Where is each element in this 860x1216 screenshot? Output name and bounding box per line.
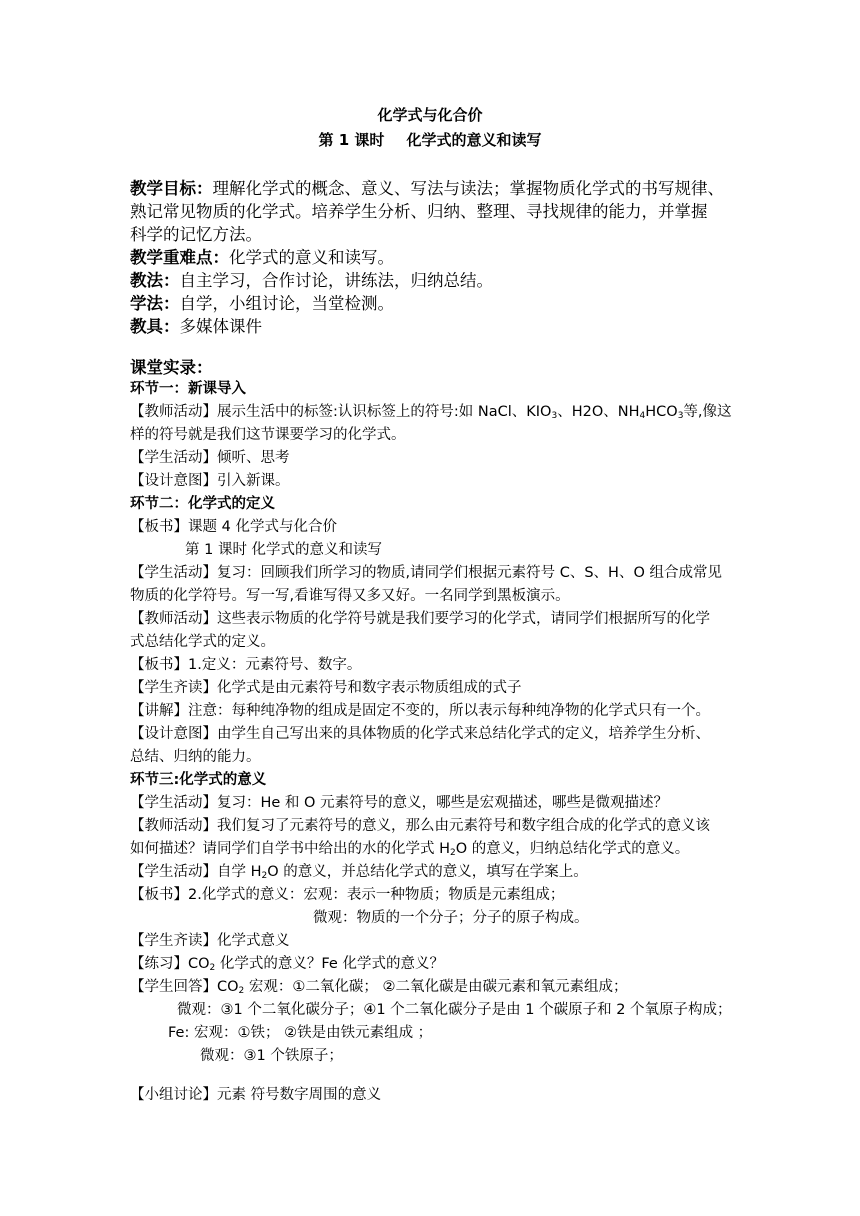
key-line <box>130 244 394 268</box>
s3-line-5: 【板书】2.化学式的意义：宏观：表示一种物质；物质是元素组成； <box>130 887 565 903</box>
s3-line-7: 【学生齐读】化学式意义 <box>130 933 290 949</box>
s3-line-6: 微观：物质的一个分子；分子的原子构成。 <box>313 910 589 926</box>
s3-line-12: 微观：③1 个铁原子； <box>200 1048 343 1064</box>
s1-sub-2: 4 <box>639 411 646 421</box>
s3-line-13: 【小组讨论】元素 符号数字周围的意义 <box>130 1087 382 1103</box>
s3-l9-text-a: 【学生回答】CO <box>130 979 239 995</box>
s3-line-2: 【教师活动】我们复习了元素符号的意义，那么由元素符号和数字组合成的化学式的意义该 <box>130 818 710 834</box>
s2-line-4: 物质的化学符号。写一写,看谁写得又多又好。一名同学到黑板演示。 <box>130 588 570 604</box>
teach-text: 自主学习，合作讨论，讲练法，归纳总结。 <box>179 271 493 290</box>
s3-l8-text-b: 化学式的意义？Fe 化学式的意义？ <box>215 956 444 972</box>
s3-l4-text-b: O 的意义，并总结化学式的意义，填写在学案上。 <box>267 864 588 880</box>
teach-label: 教法： <box>130 271 180 290</box>
s2-line-9: 【讲解】注意：每种纯净物的组成是固定不变的，所以表示每种纯净物的化学式只有一个。 <box>130 703 710 719</box>
s3-l4-text-a: 【学生活动】自学 H <box>130 864 262 880</box>
s3-l9-sub: 2 <box>238 986 245 996</box>
s3-l8-sub: 2 <box>209 963 216 973</box>
goal-line-1 <box>130 175 724 199</box>
s2-line-6: 式总结化学式的定义。 <box>130 634 275 650</box>
section-3-title: 环节三:化学式的意义 <box>130 772 267 788</box>
s1-text-a: 【教师活动】展示生活中的标签:认识标签上的符号:如 NaCl、KIO <box>130 404 552 420</box>
s3-line-1: 【学生活动】复习：He 和 O 元素符号的意义，哪些是宏观描述，哪些是微观描述？ <box>130 795 669 811</box>
tool-text: 多媒体课件 <box>179 317 262 336</box>
s1-sub-1: 3 <box>551 411 558 421</box>
s1-text-c: HCO <box>645 404 678 420</box>
goal-label: 教学目标： <box>130 179 213 198</box>
s1-sub-3: 3 <box>677 411 684 421</box>
s3-l9-text-b: 宏观：①二氧化碳； ②二氧化碳是由碳元素和氧元素组成； <box>244 979 628 995</box>
s1-line-1 <box>130 400 732 421</box>
s3-l8-text-a: 【练习】CO <box>130 956 210 972</box>
s3-l3-text-b: O 的意义，归纳总结化学式的意义。 <box>455 841 690 857</box>
s2-line-1: 【板书】课题 4 化学式与化合价 <box>130 519 337 535</box>
teach-line <box>130 267 493 291</box>
section-2-title: 环节二：化学式的定义 <box>130 496 275 512</box>
goal-line-3: 科学的记忆方法。 <box>130 225 262 244</box>
record-label: 课堂实录： <box>130 358 213 377</box>
key-text: 化学式的意义和读写。 <box>229 248 394 267</box>
doc-subtitle <box>0 129 860 150</box>
s3-line-10: 微观：③1 个二氧化碳分子；④1 个二氧化碳分子是由 1 个碳原子和 2 个氧原子构成； <box>177 1002 732 1018</box>
goal-text-1: 理解化学式的概念、意义、写法与读法；掌握物质化学式的书写规律、 <box>212 179 724 198</box>
s2-line-7: 【板书】1.定义：元素符号、数字。 <box>130 657 362 673</box>
s3-line-9 <box>130 975 628 996</box>
s1-text-d: 等,像这 <box>683 404 732 420</box>
goal-line-2: 熟记常见物质的化学式。培养学生分析、归纳、整理、寻找规律的能力，并掌握 <box>130 202 708 221</box>
s2-line-10: 【设计意图】由学生自己写出来的具体物质的化学式来总结化学式的定义，培养学生分析、 <box>130 726 710 742</box>
learn-line <box>130 290 394 314</box>
section-1-title: 环节一：新课导入 <box>130 381 246 397</box>
s3-line-4 <box>130 860 588 881</box>
s2-line-5: 【教师活动】这些表示物质的化学符号就是我们要学习的化学式，请同学们根据所写的化学 <box>130 611 710 627</box>
s3-l3-sub: 2 <box>450 848 456 858</box>
learn-label: 学法： <box>130 294 180 313</box>
s3-line-11: Fe: 宏观：①铁； ②铁是由铁元素组成 ； <box>168 1025 433 1041</box>
doc-title: 化学式与化合价 <box>377 106 483 124</box>
learn-text: 自学，小组讨论，当堂检测。 <box>179 294 394 313</box>
s1-text-b: 、H2O、NH <box>557 404 640 420</box>
s1-line-4: 【设计意图】引入新课。 <box>130 473 290 489</box>
s3-l3-text-a: 如何描述？请同学们自学书中给出的水的化学式 H <box>130 841 451 857</box>
s3-line-8 <box>130 952 444 973</box>
s3-l4-sub: 2 <box>261 871 268 881</box>
tool-label: 教具： <box>130 317 180 336</box>
s2-line-2: 第 1 课时 化学式的意义和读写 <box>185 542 383 558</box>
s1-line-2: 样的符号就是我们这节课要学习的化学式。 <box>130 427 406 443</box>
subtitle-lesson: 第 1 课时 <box>318 131 385 149</box>
s3-line-3 <box>130 837 689 858</box>
key-label: 教学重难点： <box>130 248 229 267</box>
s2-line-3: 【学生活动】复习：回顾我们所学习的物质,请同学们根据元素符号 C、S、H、O 组合成常见 <box>130 565 722 581</box>
s2-line-11: 总结、归纳的能力。 <box>130 749 261 765</box>
s1-line-3: 【学生活动】倾听、思考 <box>130 450 290 466</box>
tool-line <box>130 313 262 337</box>
subtitle-topic: 化学式的意义和读写 <box>406 131 542 149</box>
s2-line-8: 【学生齐读】化学式是由元素符号和数字表示物质组成的式子 <box>130 680 522 696</box>
